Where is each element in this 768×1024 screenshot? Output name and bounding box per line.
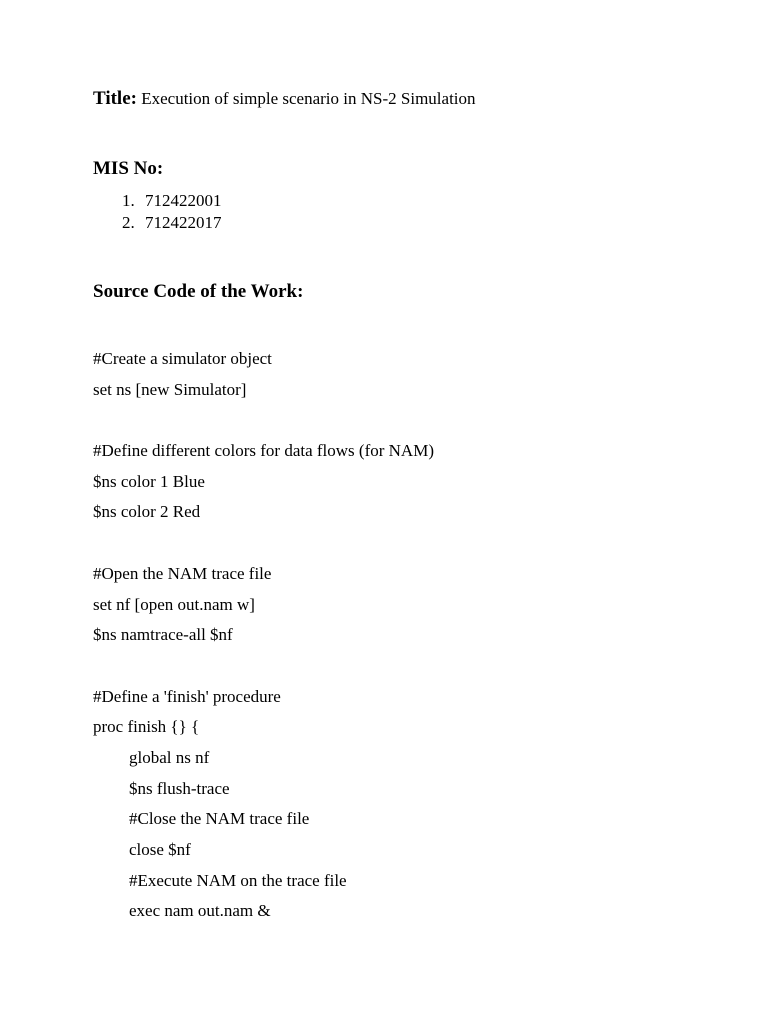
source-code-heading: Source Code of the Work: xyxy=(93,281,304,302)
code-line: proc finish {} { xyxy=(93,717,200,737)
mis-list-item xyxy=(122,212,222,234)
code-line xyxy=(93,407,434,438)
mis-heading: MIS No: xyxy=(93,158,164,179)
code-line: set nf [open out.nam w] xyxy=(93,594,255,614)
title-line xyxy=(93,88,476,110)
mis-item-number: 1. xyxy=(122,191,135,210)
code-line: global ns nf xyxy=(129,747,210,767)
code-line: $ns namtrace-all $nf xyxy=(93,625,233,645)
code-line: #Close the NAM trace file xyxy=(129,809,310,829)
code-line: $ns color 2 Red xyxy=(93,502,201,522)
title-text: Execution of simple scenario in NS-2 Simulation xyxy=(141,89,476,108)
code-line: exec nam out.nam & xyxy=(129,901,271,921)
code-line: #Open the NAM trace file xyxy=(93,563,272,583)
title-label: Title: xyxy=(93,88,137,109)
mis-item-value: 712422017 xyxy=(145,213,222,232)
source-code-block xyxy=(93,346,434,929)
code-line: #Define different colors for data flows (for NAM) xyxy=(93,441,434,461)
code-line: #Define a 'finish' procedure xyxy=(93,686,281,706)
mis-item-value: 712422001 xyxy=(145,191,222,210)
code-line: close $nf xyxy=(129,840,191,859)
code-line: #Create a simulator object xyxy=(93,349,272,368)
code-line: #Execute NAM on the trace file xyxy=(129,870,347,890)
code-line: $ns color 1 Blue xyxy=(93,471,205,491)
code-line xyxy=(93,653,434,684)
mis-item-number: 2. xyxy=(122,213,135,232)
code-line: set ns [new Simulator] xyxy=(93,379,247,399)
mis-list xyxy=(122,190,222,234)
code-line: $ns flush-trace xyxy=(129,778,230,798)
mis-list-item xyxy=(122,190,222,212)
code-line xyxy=(93,530,434,561)
